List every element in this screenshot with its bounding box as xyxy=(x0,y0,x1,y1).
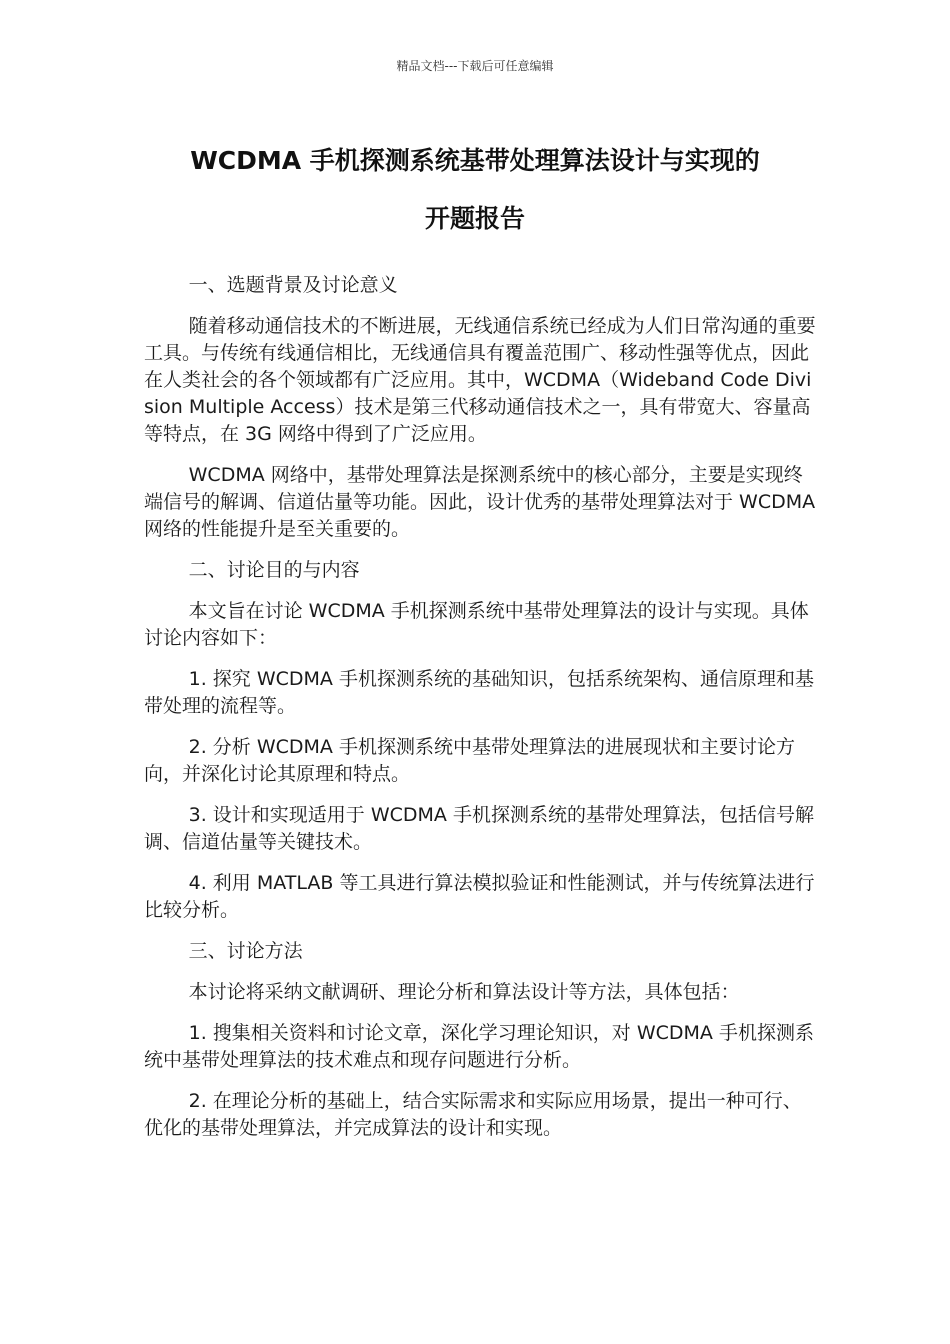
list-item-method-2: 2. 在理论分析的基础上，结合实际需求和实际应用场景，提出一种可行、优化的基带处理算法，并完成算法的设计和实现。 xyxy=(144,1090,802,1139)
title-line-2: 开题报告 xyxy=(424,204,525,233)
document-body xyxy=(144,272,816,1156)
paragraph-background-1: 随着移动通信技术的不断进展，无线通信系统已经成为人们日常沟通的重要工具。与传统有线通信相比，无线通信具有覆盖范围广、移动性强等优点，因此在人类社会的各个领域都有广泛应用。其中，WCDMA（Wideband Code Division Multiple Access）技术是第三代移动通信技术之一，具有带宽大、容量高等特点，在 3G 网络中得到了广泛应用。 xyxy=(144,315,816,445)
page-header-watermark: 精品文档---下载后可任意编辑 xyxy=(396,59,554,73)
list-item-purpose-4: 4. 利用 MATLAB 等工具进行算法模拟验证和性能测试，并与传统算法进行比较分析。 xyxy=(144,872,815,921)
list-item-purpose-1: 1. 探究 WCDMA 手机探测系统的基础知识，包括系统架构、通信原理和基带处理的流程等。 xyxy=(144,668,814,717)
section-heading-purpose: 二、讨论目的与内容 xyxy=(188,559,360,581)
section-heading-method: 三、讨论方法 xyxy=(188,940,303,962)
title-line-1: WCDMA 手机探测系统基带处理算法设计与实现的 xyxy=(190,146,760,175)
paragraph-background-2: WCDMA 网络中，基带处理算法是探测系统中的核心部分，主要是实现终端信号的解调、信道估量等功能。因此，设计优秀的基带处理算法对于 WCDMA 网络的性能提升是至关重要的。 xyxy=(144,464,816,540)
list-item-purpose-3: 3. 设计和实现适用于 WCDMA 手机探测系统的基带处理算法，包括信号解调、信道估量等关键技术。 xyxy=(144,804,814,853)
document-title xyxy=(120,132,830,248)
paragraph-method-intro: 本讨论将采纳文献调研、理论分析和算法设计等方法，具体包括： xyxy=(188,981,740,1003)
list-item-purpose-2: 2. 分析 WCDMA 手机探测系统中基带处理算法的进展现状和主要讨论方向，并深化讨论其原理和特点。 xyxy=(144,736,795,785)
paragraph-purpose-intro: 本文旨在讨论 WCDMA 手机探测系统中基带处理算法的设计与实现。具体讨论内容如下： xyxy=(144,600,809,649)
section-heading-background: 一、选题背景及讨论意义 xyxy=(188,274,398,296)
list-item-method-1: 1. 搜集相关资料和讨论文章，深化学习理论知识，对 WCDMA 手机探测系统中基带处理算法的技术难点和现存问题进行分析。 xyxy=(144,1022,814,1071)
